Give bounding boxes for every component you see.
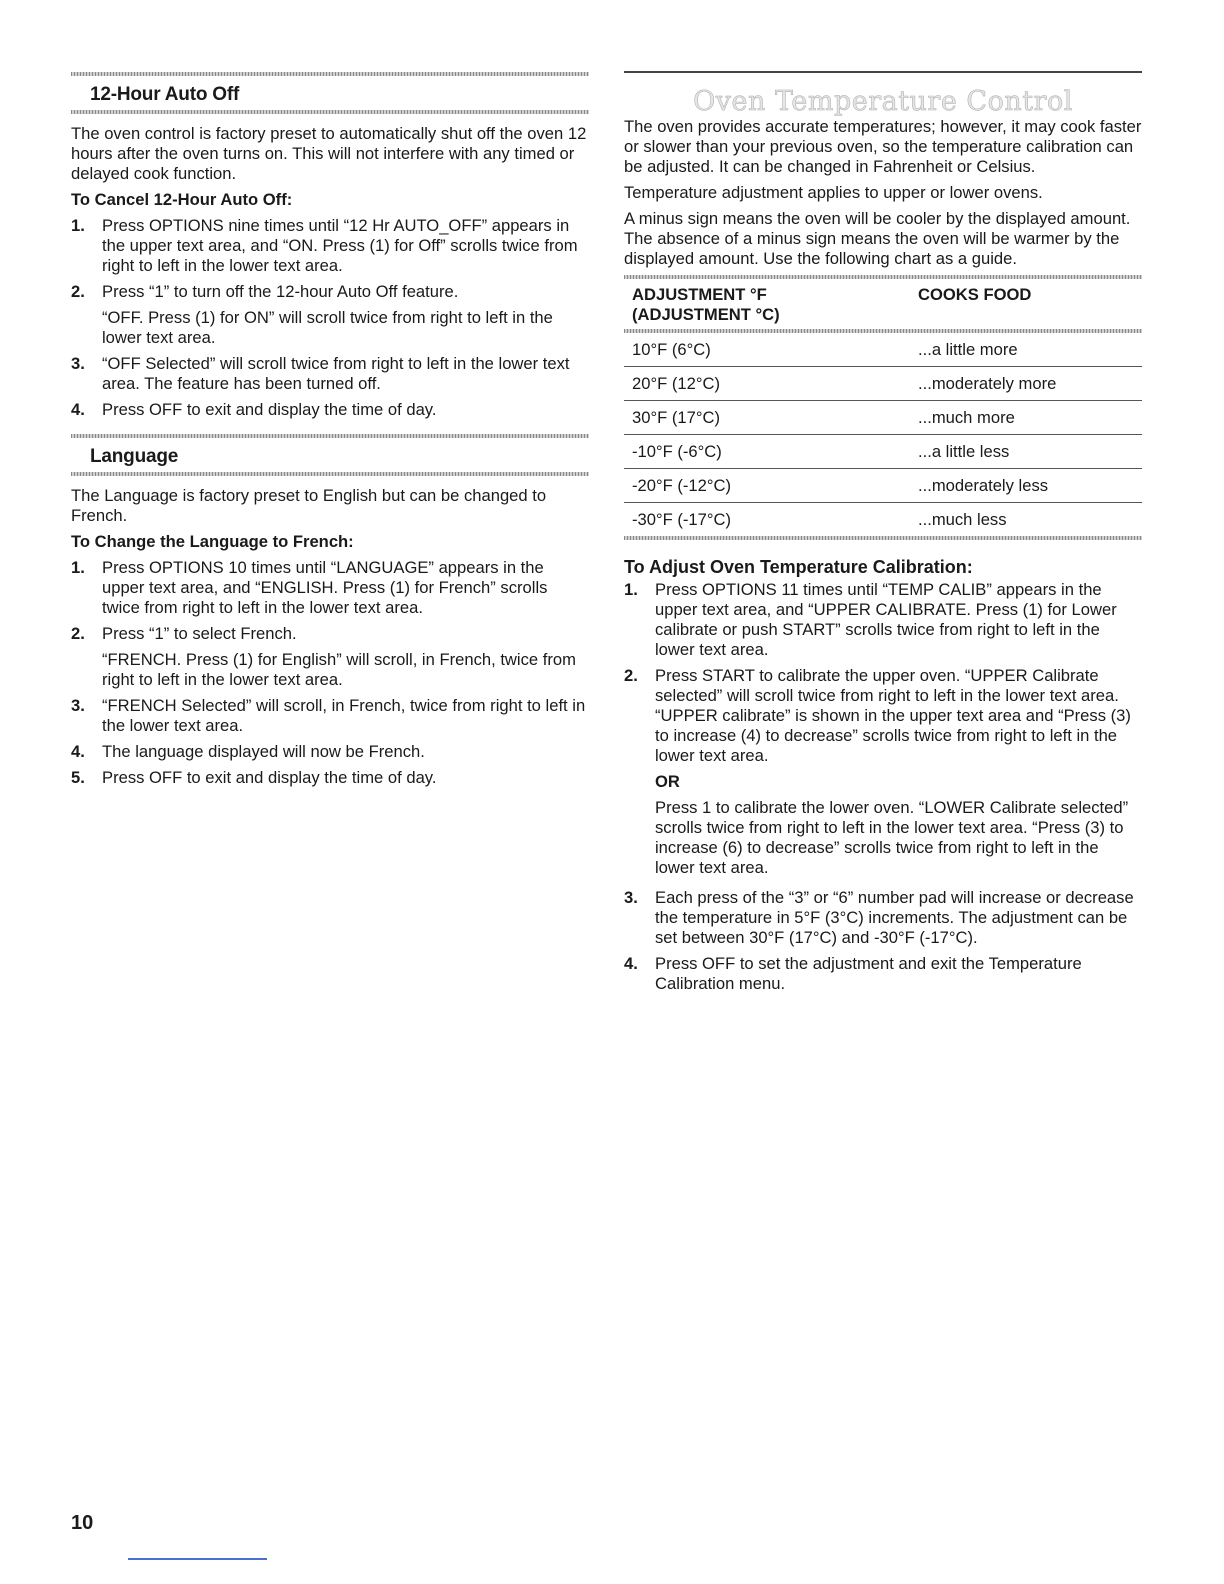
oven-intro-2: Temperature adjustment applies to upper or lower ovens. xyxy=(624,182,1043,202)
list-item: 1. Press OPTIONS 11 times until “TEMP CALIB” appears in the upper text area, and “UPPER CALIBRATE. Press (1) for Lower calibrate or push START” scrolls twice from right to left in the lower text area. xyxy=(624,579,1117,659)
adjustment-table xyxy=(624,279,1142,536)
auto-off-subhead: To Cancel 12-Hour Auto Off: xyxy=(71,190,293,209)
list-item: 2. Press “1” to select French. “FRENCH. Press (1) for English” will scroll, in French, twice from right to left in the lower text area. xyxy=(71,624,576,689)
table-row: 30°F (17°C) ...much more xyxy=(624,400,1142,434)
list-item: 3. “FRENCH Selected” will scroll, in French, twice from right to left in the lower text area. xyxy=(71,696,586,735)
table-rule xyxy=(624,536,1142,540)
right-column xyxy=(624,0,1142,994)
calibration-heading: To Adjust Oven Temperature Calibration: xyxy=(624,556,973,577)
list-item: 5. Press OFF to exit and display the time of day. xyxy=(71,768,437,787)
auto-off-steps xyxy=(71,216,589,420)
table-row: 20°F (12°C) ...moderately more xyxy=(624,366,1142,400)
language-steps xyxy=(71,558,589,788)
table-row: -10°F (-6°C) ...a little less xyxy=(624,434,1142,468)
list-item: 4. The language displayed will now be French. xyxy=(71,742,425,761)
oven-intro-1: The oven provides accurate temperatures; however, it may cook faster or slower than your previous oven, so the temperature calibration can be adjusted. It can be changed in Fahrenheit or Celsius. xyxy=(624,116,1142,176)
language-subhead: To Change the Language to French: xyxy=(71,532,354,551)
table-row: -30°F (-17°C) ...much less xyxy=(632,509,1007,529)
calibration-steps xyxy=(624,580,1142,994)
section-rule xyxy=(71,110,589,114)
table-header xyxy=(624,279,1142,329)
list-item: 1. Press OPTIONS nine times until “12 Hr AUTO_OFF” appears in the upper text area, and “ON. Press (1) for Off” scrolls twice from right to left in the lower text area. xyxy=(71,216,578,275)
page-title: Oven Temperature Control xyxy=(693,85,1073,117)
page-number: 10 xyxy=(71,1512,94,1534)
auto-off-heading: 12-Hour Auto Off xyxy=(90,84,240,105)
footer-link-underline xyxy=(128,1558,267,1560)
oven-intro-3: A minus sign means the oven will be cooler by the displayed amount. The absence of a minus sign means the oven will be warmer by the displayed amount. Use the following chart as a guide. xyxy=(624,208,1131,268)
list-item: 2. Press “1” to turn off the 12-hour Auto Off feature. “OFF. Press (1) for ON” will scroll twice from right to left in the lower text area. xyxy=(71,282,553,347)
list-item: 4. Press OFF to exit and display the time of day. xyxy=(71,400,437,419)
header-cooks-food: COOKS FOOD xyxy=(918,284,1032,304)
list-item: 3. “OFF Selected” will scroll twice from right to left in the lower text area. The feature has been turned off. xyxy=(71,354,570,393)
language-intro: The Language is factory preset to English but can be changed to French. xyxy=(71,486,547,525)
section-rule xyxy=(624,71,1142,73)
list-item: 4. Press OFF to set the adjustment and exit the Temperature Calibration menu. xyxy=(624,953,1082,993)
left-column xyxy=(71,0,589,788)
section-rule xyxy=(71,472,589,476)
list-item: 1. Press OPTIONS 10 times until “LANGUAGE” appears in the upper text area, and “ENGLISH. Press (1) for French” scrolls twice from right to left in the lower text area. xyxy=(71,558,548,617)
list-item: 2. Press START to calibrate the upper oven. “UPPER Calibrate selected” will scroll twice from right to left in the lower text area. “UPPER calibrate” is shown in the upper text area and “Press (3) to increase (4) to decrease” scrolls twice from right to left in the lower text area. OR Press 1 to calibrate the lower oven. “LOWER Calibrate selected” scrolls twice from right to left in the lower text area. “Press (3) to increase (6) to decrease” scrolls twice from right to left in the lower text area. xyxy=(624,665,1131,877)
table-row: 10°F (6°C) ...a little more xyxy=(624,333,1142,367)
header-adjustment: ADJUSTMENT °F (ADJUSTMENT °C) xyxy=(632,284,780,324)
table-row: -20°F (-12°C) ...moderately less xyxy=(624,468,1142,502)
auto-off-intro: The oven control is factory preset to automatically shut off the oven 12 hours after the oven turns on. This will not interfere with any timed or delayed cook function. xyxy=(71,124,587,183)
list-item: 3. Each press of the “3” or “6” number pad will increase or decrease the temperature in 5°F (3°C) increments. The adjustment can be set between 30°F (17°C) and -30°F (-17°C). xyxy=(624,887,1134,947)
language-heading: Language xyxy=(90,446,179,467)
